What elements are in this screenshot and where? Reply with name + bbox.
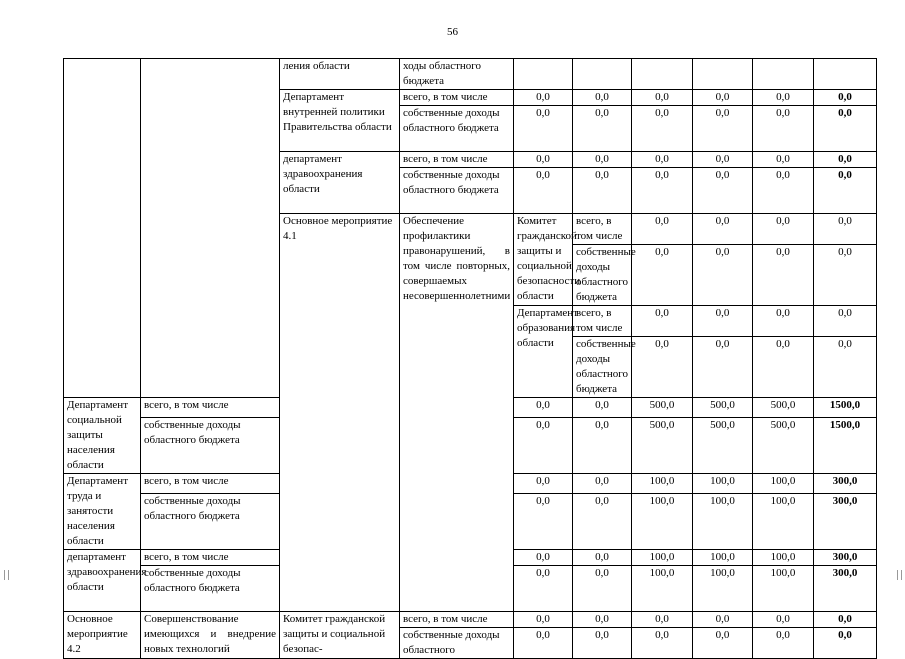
- value-cell: 0,0: [693, 628, 753, 659]
- value-cell: 0,0: [514, 474, 573, 494]
- source-cell: всего, в том числе: [141, 474, 280, 494]
- source-cell: собственные доходы областного: [400, 628, 514, 659]
- value-cell: 100,0: [753, 493, 814, 549]
- measure-name: Основное мероприятие 4.1: [280, 214, 400, 612]
- value-cell: 0,0: [573, 417, 632, 473]
- value-cell: 0,0: [753, 337, 814, 398]
- value-cell: 0,0: [573, 398, 632, 418]
- source-cell: всего, в том числе: [141, 550, 280, 566]
- measure-description: Обеспечение профилактики правонарушений, в том числе повторных, совершаемых несовершеннолетними: [400, 214, 514, 612]
- total-cell: 1500,0: [814, 398, 877, 418]
- value-cell: 500,0: [693, 398, 753, 418]
- value-cell: 100,0: [693, 550, 753, 566]
- value-cell: 0,0: [573, 612, 632, 628]
- value-cell: 0,0: [514, 152, 573, 168]
- responsible-cell: Департамент социальной защиты населения области: [64, 398, 141, 474]
- total-cell: 300,0: [814, 493, 877, 549]
- value-cell: 0,0: [632, 245, 693, 306]
- total-cell: 0,0: [814, 152, 877, 168]
- margin-mark: [4, 570, 9, 580]
- total-cell: 300,0: [814, 550, 877, 566]
- value-cell: 0,0: [632, 152, 693, 168]
- total-cell: 0,0: [814, 612, 877, 628]
- value-cell: 0,0: [573, 152, 632, 168]
- value-cell: 0,0: [573, 474, 632, 494]
- value-cell: 100,0: [632, 493, 693, 549]
- value-cell: 0,0: [514, 90, 573, 106]
- value-cell: 0,0: [753, 152, 814, 168]
- source-cell: всего, в том числе: [573, 214, 632, 245]
- value-cell: 500,0: [753, 398, 814, 418]
- empty-cell: [753, 59, 814, 90]
- value-cell: 0,0: [514, 566, 573, 612]
- empty-cell: [573, 59, 632, 90]
- source-cell: всего, в том числе: [400, 152, 514, 168]
- value-cell: 100,0: [632, 550, 693, 566]
- value-cell: 0,0: [693, 90, 753, 106]
- table-row: [64, 59, 877, 90]
- value-cell: 0,0: [632, 612, 693, 628]
- source-cell: собственные доходы областного бюджета: [573, 337, 632, 398]
- responsible-cell: Департамент внутренней политики Правительства области: [280, 90, 400, 152]
- value-cell: 500,0: [693, 417, 753, 473]
- source-cell: всего, в том числе: [573, 306, 632, 337]
- value-cell: 0,0: [693, 612, 753, 628]
- value-cell: 0,0: [693, 245, 753, 306]
- value-cell: 100,0: [693, 474, 753, 494]
- value-cell: 100,0: [753, 474, 814, 494]
- value-cell: 0,0: [573, 493, 632, 549]
- total-cell: 300,0: [814, 566, 877, 612]
- value-cell: 0,0: [573, 566, 632, 612]
- value-cell: 0,0: [632, 337, 693, 398]
- table-body: [64, 59, 877, 659]
- source-cell: собственные доходы областного бюджета: [400, 168, 514, 214]
- value-cell: 0,0: [573, 550, 632, 566]
- empty-cell: [64, 59, 141, 398]
- value-cell: 0,0: [753, 245, 814, 306]
- value-cell: 0,0: [514, 612, 573, 628]
- empty-cell: [632, 59, 693, 90]
- value-cell: 0,0: [573, 106, 632, 152]
- value-cell: 0,0: [814, 214, 877, 245]
- value-cell: 100,0: [753, 566, 814, 612]
- value-cell: 100,0: [753, 550, 814, 566]
- value-cell: 0,0: [632, 306, 693, 337]
- value-cell: 0,0: [753, 168, 814, 214]
- value-cell: 0,0: [573, 628, 632, 659]
- total-cell: 0,0: [814, 106, 877, 152]
- total-cell: 0,0: [814, 628, 877, 659]
- margin-mark: [897, 570, 902, 580]
- table-row: [64, 612, 877, 628]
- source-cell: собственные доходы областного бюджета: [573, 245, 632, 306]
- total-cell: 1500,0: [814, 417, 877, 473]
- source-cell: собственные доходы областного бюджета: [141, 417, 280, 473]
- source-cell: собственные доходы областного бюджета: [141, 493, 280, 549]
- value-cell: 100,0: [693, 566, 753, 612]
- value-cell: 0,0: [514, 493, 573, 549]
- value-cell: 0,0: [632, 90, 693, 106]
- value-cell: 100,0: [632, 474, 693, 494]
- value-cell: 0,0: [632, 214, 693, 245]
- value-cell: 0,0: [514, 106, 573, 152]
- total-cell: 0,0: [814, 90, 877, 106]
- value-cell: 0,0: [753, 90, 814, 106]
- value-cell: 0,0: [693, 306, 753, 337]
- value-cell: 0,0: [514, 168, 573, 214]
- value-cell: 0,0: [514, 628, 573, 659]
- value-cell: 0,0: [814, 306, 877, 337]
- value-cell: 0,0: [753, 612, 814, 628]
- empty-cell: [141, 59, 280, 398]
- value-cell: 0,0: [753, 628, 814, 659]
- source-cell: всего, в том числе: [400, 612, 514, 628]
- value-cell: 0,0: [693, 337, 753, 398]
- responsible-cell: департамент здравоохранения области: [64, 550, 141, 612]
- empty-cell: [814, 59, 877, 90]
- responsible-cell: Департамент образования области: [514, 306, 573, 398]
- value-cell: 500,0: [753, 417, 814, 473]
- responsible-cell: ления области: [280, 59, 400, 90]
- value-cell: 0,0: [573, 90, 632, 106]
- value-cell: 500,0: [632, 417, 693, 473]
- value-cell: 0,0: [693, 106, 753, 152]
- value-cell: 0,0: [753, 106, 814, 152]
- value-cell: 0,0: [632, 628, 693, 659]
- value-cell: 0,0: [693, 214, 753, 245]
- value-cell: 0,0: [632, 106, 693, 152]
- value-cell: 500,0: [632, 398, 693, 418]
- value-cell: 0,0: [753, 306, 814, 337]
- value-cell: 0,0: [514, 550, 573, 566]
- empty-cell: [514, 59, 573, 90]
- responsible-cell: департамент здравоохранения области: [280, 152, 400, 214]
- page-number: 56: [447, 26, 458, 38]
- value-cell: 0,0: [514, 398, 573, 418]
- empty-cell: [693, 59, 753, 90]
- value-cell: 100,0: [693, 493, 753, 549]
- value-cell: 0,0: [814, 245, 877, 306]
- responsible-cell: Департамент труда и занятости населения области: [64, 474, 141, 550]
- value-cell: 0,0: [632, 168, 693, 214]
- value-cell: 100,0: [632, 566, 693, 612]
- source-cell: всего, в том числе: [400, 90, 514, 106]
- value-cell: 0,0: [814, 337, 877, 398]
- value-cell: 0,0: [693, 168, 753, 214]
- value-cell: 0,0: [753, 214, 814, 245]
- total-cell: 0,0: [814, 168, 877, 214]
- source-cell: собственные доходы областного бюджета: [141, 566, 280, 612]
- value-cell: 0,0: [693, 152, 753, 168]
- source-cell: ходы областного бюджета: [400, 59, 514, 90]
- value-cell: 0,0: [573, 168, 632, 214]
- responsible-cell: Комитет гражданской защиты и социальной безопас-: [280, 612, 400, 659]
- responsible-cell: Комитет гражданской защиты и социальной безопасности области: [514, 214, 573, 306]
- value-cell: 0,0: [514, 417, 573, 473]
- source-cell: всего, в том числе: [141, 398, 280, 418]
- measure-description: Совершенствование имеющихся и внедрение новых технологий: [141, 612, 280, 659]
- total-cell: 300,0: [814, 474, 877, 494]
- budget-table: [63, 58, 877, 659]
- measure-name: Основное мероприятие 4.2: [64, 612, 141, 659]
- source-cell: собственные доходы областного бюджета: [400, 106, 514, 152]
